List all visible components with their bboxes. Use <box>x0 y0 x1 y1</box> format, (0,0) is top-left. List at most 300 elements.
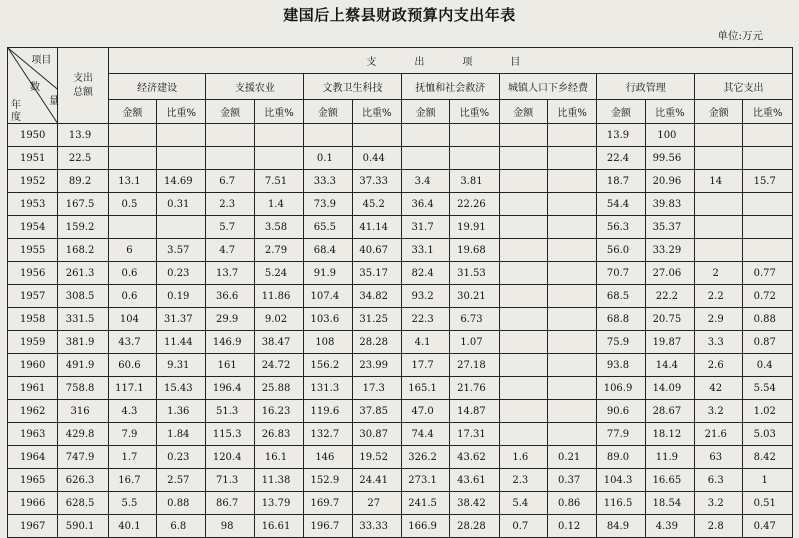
amount-cell: 326.2 <box>401 446 449 469</box>
ratio-cell: 8.42 <box>743 446 793 469</box>
ratio-cell: 0.31 <box>157 193 206 216</box>
ratio-cell: 0.88 <box>157 492 206 515</box>
amount-cell: 5.5 <box>108 492 156 515</box>
amount-cell: 17.7 <box>401 354 449 377</box>
ratio-cell: 19.91 <box>450 216 499 239</box>
amount-cell: 2.3 <box>499 469 547 492</box>
amount-cell: 84.9 <box>597 515 645 538</box>
total-header-label: 支出总额 <box>73 72 94 98</box>
ratio-cell: 15.7 <box>743 170 793 193</box>
amount-cell <box>499 423 547 446</box>
ratio-cell: 0.19 <box>157 285 206 308</box>
ratio-cell: 35.17 <box>352 262 401 285</box>
ratio-cell: 11.86 <box>254 285 303 308</box>
ratio-cell: 5.03 <box>743 423 793 446</box>
total-cell: 429.8 <box>58 423 108 446</box>
corner-year-label-a: 年 <box>11 100 21 111</box>
amount-cell: 3.3 <box>695 331 743 354</box>
ratio-cell <box>254 124 303 147</box>
amount-cell: 0.6 <box>108 285 156 308</box>
ratio-cell: 20.75 <box>645 308 694 331</box>
total-cell: 590.1 <box>58 515 108 538</box>
ratio-cell <box>547 285 596 308</box>
total-cell: 159.2 <box>58 216 108 239</box>
amount-cell: 132.7 <box>304 423 352 446</box>
amount-cell: 241.5 <box>401 492 449 515</box>
ratio-cell: 23.99 <box>352 354 401 377</box>
ratio-cell: 27.06 <box>645 262 694 285</box>
ratio-cell: 25.88 <box>254 377 303 400</box>
group-header-label: 支 出 项 目 <box>366 57 535 68</box>
amount-cell: 152.9 <box>304 469 352 492</box>
ratio-cell: 16.1 <box>254 446 303 469</box>
amount-cell: 1.7 <box>108 446 156 469</box>
ratio-cell: 2.79 <box>254 239 303 262</box>
budget-table <box>7 47 793 538</box>
ratio-cell <box>743 147 793 170</box>
amount-cell: 7.9 <box>108 423 156 446</box>
year-cell: 1963 <box>8 423 58 446</box>
ratio-cell <box>547 262 596 285</box>
amount-cell: 273.1 <box>401 469 449 492</box>
ratio-cell: 99.56 <box>645 147 694 170</box>
page-title: 建国后上蔡县财政预算内支出年表 <box>283 6 516 24</box>
amount-cell <box>401 147 449 170</box>
category-header: 行政管理 <box>597 74 695 100</box>
ratio-cell: 19.87 <box>645 331 694 354</box>
amount-cell: 106.9 <box>597 377 645 400</box>
amount-cell: 196.4 <box>206 377 254 400</box>
ratio-header: 比重% <box>157 100 206 124</box>
amount-cell: 2.2 <box>695 285 743 308</box>
amount-cell: 33.1 <box>401 239 449 262</box>
table-row <box>8 354 793 377</box>
amount-cell: 131.3 <box>304 377 352 400</box>
total-cell: 22.5 <box>58 147 108 170</box>
ratio-cell <box>743 124 793 147</box>
table-row <box>8 193 793 216</box>
ratio-cell <box>157 216 206 239</box>
year-cell: 1953 <box>8 193 58 216</box>
amount-cell: 21.6 <box>695 423 743 446</box>
ratio-cell: 40.67 <box>352 239 401 262</box>
ratio-cell: 26.83 <box>254 423 303 446</box>
year-cell: 1959 <box>8 331 58 354</box>
ratio-cell: 9.02 <box>254 308 303 331</box>
ratio-cell: 28.28 <box>450 515 499 538</box>
ratio-cell: 14.09 <box>645 377 694 400</box>
total-cell: 628.5 <box>58 492 108 515</box>
ratio-cell: 9.31 <box>157 354 206 377</box>
amount-cell: 82.4 <box>401 262 449 285</box>
ratio-cell: 3.57 <box>157 239 206 262</box>
table-row <box>8 239 793 262</box>
ratio-cell: 0.77 <box>743 262 793 285</box>
total-header <box>58 48 108 124</box>
table-row <box>8 147 793 170</box>
ratio-cell: 41.14 <box>352 216 401 239</box>
ratio-cell: 3.81 <box>450 170 499 193</box>
amount-cell <box>108 124 156 147</box>
amount-cell: 2.8 <box>695 515 743 538</box>
amount-header: 金额 <box>304 100 352 124</box>
ratio-cell: 0.23 <box>157 446 206 469</box>
ratio-cell: 0.51 <box>743 492 793 515</box>
amount-cell <box>499 147 547 170</box>
amount-cell: 42 <box>695 377 743 400</box>
amount-header: 金额 <box>499 100 547 124</box>
amount-cell <box>401 124 449 147</box>
ratio-cell: 33.29 <box>645 239 694 262</box>
amount-cell: 40.1 <box>108 515 156 538</box>
ratio-cell: 4.39 <box>645 515 694 538</box>
ratio-header: 比重% <box>450 100 499 124</box>
ratio-cell: 14.87 <box>450 400 499 423</box>
amount-cell <box>304 124 352 147</box>
amount-cell: 13.9 <box>597 124 645 147</box>
ratio-header: 比重% <box>743 100 793 124</box>
ratio-cell: 19.52 <box>352 446 401 469</box>
amount-cell: 119.6 <box>304 400 352 423</box>
amount-cell: 2.3 <box>206 193 254 216</box>
ratio-cell: 0.23 <box>157 262 206 285</box>
amount-cell: 91.9 <box>304 262 352 285</box>
amount-cell: 3.2 <box>695 400 743 423</box>
ratio-cell <box>547 147 596 170</box>
corner-item-label: 项目 <box>31 55 52 66</box>
ratio-cell: 37.33 <box>352 170 401 193</box>
amount-cell: 0.5 <box>108 193 156 216</box>
amount-cell: 6.7 <box>206 170 254 193</box>
year-cell: 1962 <box>8 400 58 423</box>
year-cell: 1964 <box>8 446 58 469</box>
amount-cell <box>499 193 547 216</box>
ratio-cell: 27 <box>352 492 401 515</box>
amount-cell <box>499 400 547 423</box>
ratio-cell: 33.33 <box>352 515 401 538</box>
amount-cell: 5.7 <box>206 216 254 239</box>
ratio-cell: 11.44 <box>157 331 206 354</box>
amount-cell: 107.4 <box>304 285 352 308</box>
ratio-cell: 0.47 <box>743 515 793 538</box>
amount-cell: 73.9 <box>304 193 352 216</box>
amount-cell <box>499 216 547 239</box>
amount-cell: 6.3 <box>695 469 743 492</box>
amount-cell: 14 <box>695 170 743 193</box>
amount-cell: 2 <box>695 262 743 285</box>
amount-cell: 86.7 <box>206 492 254 515</box>
ratio-cell: 6.73 <box>450 308 499 331</box>
amount-cell: 161 <box>206 354 254 377</box>
ratio-cell: 1.07 <box>450 331 499 354</box>
amount-cell: 18.7 <box>597 170 645 193</box>
table-row <box>8 170 793 193</box>
ratio-cell <box>547 331 596 354</box>
amount-cell <box>499 124 547 147</box>
ratio-cell <box>547 193 596 216</box>
amount-header: 金额 <box>206 100 254 124</box>
ratio-cell: 20.96 <box>645 170 694 193</box>
amount-cell: 166.9 <box>401 515 449 538</box>
amount-cell <box>695 124 743 147</box>
amount-cell: 36.6 <box>206 285 254 308</box>
amount-cell: 156.2 <box>304 354 352 377</box>
amount-cell: 75.9 <box>597 331 645 354</box>
total-cell: 261.3 <box>58 262 108 285</box>
year-cell: 1965 <box>8 469 58 492</box>
ratio-cell: 0.72 <box>743 285 793 308</box>
ratio-cell: 2.57 <box>157 469 206 492</box>
amount-cell <box>499 331 547 354</box>
ratio-cell: 28.67 <box>645 400 694 423</box>
ratio-cell: 14.4 <box>645 354 694 377</box>
ratio-header: 比重% <box>254 100 303 124</box>
amount-cell: 36.4 <box>401 193 449 216</box>
total-cell: 747.9 <box>58 446 108 469</box>
ratio-cell: 18.12 <box>645 423 694 446</box>
amount-cell <box>108 216 156 239</box>
ratio-cell: 39.83 <box>645 193 694 216</box>
ratio-cell: 30.87 <box>352 423 401 446</box>
ratio-cell: 0.37 <box>547 469 596 492</box>
ratio-cell: 3.58 <box>254 216 303 239</box>
ratio-header: 比重% <box>547 100 596 124</box>
table-row <box>8 423 793 446</box>
unit-label: 单位:万元 <box>717 30 763 42</box>
amount-cell: 71.3 <box>206 469 254 492</box>
ratio-cell: 13.79 <box>254 492 303 515</box>
amount-cell: 77.9 <box>597 423 645 446</box>
group-header <box>108 48 792 74</box>
amount-cell: 115.3 <box>206 423 254 446</box>
ratio-cell <box>547 124 596 147</box>
amount-cell: 98 <box>206 515 254 538</box>
amount-cell: 16.7 <box>108 469 156 492</box>
total-cell: 316 <box>58 400 108 423</box>
year-cell: 1954 <box>8 216 58 239</box>
amount-cell: 60.6 <box>108 354 156 377</box>
ratio-cell: 27.18 <box>450 354 499 377</box>
ratio-cell: 1.84 <box>157 423 206 446</box>
ratio-cell <box>547 239 596 262</box>
amount-cell: 103.6 <box>304 308 352 331</box>
total-cell: 491.9 <box>58 354 108 377</box>
table-row <box>8 331 793 354</box>
amount-cell <box>499 354 547 377</box>
amount-cell: 2.6 <box>695 354 743 377</box>
amount-cell <box>695 193 743 216</box>
table-row <box>8 124 793 147</box>
ratio-cell: 16.23 <box>254 400 303 423</box>
total-cell: 626.3 <box>58 469 108 492</box>
amount-cell <box>499 285 547 308</box>
amount-header: 金额 <box>401 100 449 124</box>
amount-cell: 51.3 <box>206 400 254 423</box>
amount-cell: 90.6 <box>597 400 645 423</box>
ratio-header: 比重% <box>352 100 401 124</box>
ratio-cell: 0.21 <box>547 446 596 469</box>
ratio-cell: 17.3 <box>352 377 401 400</box>
ratio-cell <box>157 124 206 147</box>
ratio-cell: 100 <box>645 124 694 147</box>
header-corner <box>8 48 58 124</box>
amount-cell: 70.7 <box>597 262 645 285</box>
amount-cell: 169.7 <box>304 492 352 515</box>
ratio-cell: 11.38 <box>254 469 303 492</box>
ratio-cell: 34.82 <box>352 285 401 308</box>
amount-cell: 146.9 <box>206 331 254 354</box>
amount-cell: 104 <box>108 308 156 331</box>
ratio-cell: 11.9 <box>645 446 694 469</box>
ratio-cell: 43.61 <box>450 469 499 492</box>
year-cell: 1961 <box>8 377 58 400</box>
amount-cell: 0.7 <box>499 515 547 538</box>
amount-cell <box>695 147 743 170</box>
ratio-header: 比重% <box>645 100 694 124</box>
amount-cell: 1.6 <box>499 446 547 469</box>
total-cell: 381.9 <box>58 331 108 354</box>
amount-cell: 2.9 <box>695 308 743 331</box>
amount-cell: 120.4 <box>206 446 254 469</box>
year-cell: 1960 <box>8 354 58 377</box>
ratio-cell: 0.4 <box>743 354 793 377</box>
year-cell: 1957 <box>8 285 58 308</box>
amount-cell: 3.2 <box>695 492 743 515</box>
amount-cell: 6 <box>108 239 156 262</box>
ratio-cell: 6.8 <box>157 515 206 538</box>
amount-cell <box>499 308 547 331</box>
total-cell: 331.5 <box>58 308 108 331</box>
ratio-cell: 5.24 <box>254 262 303 285</box>
amount-cell: 56.0 <box>597 239 645 262</box>
amount-cell: 4.7 <box>206 239 254 262</box>
ratio-cell: 43.62 <box>450 446 499 469</box>
amount-cell: 13.1 <box>108 170 156 193</box>
table-row <box>8 469 793 492</box>
ratio-cell: 24.72 <box>254 354 303 377</box>
year-cell: 1950 <box>8 124 58 147</box>
amount-cell: 0.1 <box>304 147 352 170</box>
total-cell: 168.2 <box>58 239 108 262</box>
category-header: 经济建设 <box>108 74 206 100</box>
amount-cell: 54.4 <box>597 193 645 216</box>
ratio-cell: 1.36 <box>157 400 206 423</box>
ratio-cell: 1.02 <box>743 400 793 423</box>
amount-cell: 3.4 <box>401 170 449 193</box>
amount-cell: 5.4 <box>499 492 547 515</box>
amount-cell <box>499 262 547 285</box>
ratio-cell <box>743 239 793 262</box>
ratio-cell: 37.85 <box>352 400 401 423</box>
ratio-cell: 22.2 <box>645 285 694 308</box>
year-cell: 1966 <box>8 492 58 515</box>
ratio-cell: 16.61 <box>254 515 303 538</box>
ratio-cell: 38.42 <box>450 492 499 515</box>
ratio-cell <box>743 216 793 239</box>
amount-cell <box>695 216 743 239</box>
ratio-cell: 35.37 <box>645 216 694 239</box>
amount-cell: 68.8 <box>597 308 645 331</box>
table-row <box>8 377 793 400</box>
amount-cell: 22.3 <box>401 308 449 331</box>
ratio-cell: 0.44 <box>352 147 401 170</box>
category-header: 其它支出 <box>695 74 793 100</box>
ratio-cell <box>547 354 596 377</box>
ratio-cell: 19.68 <box>450 239 499 262</box>
ratio-cell <box>254 147 303 170</box>
amount-cell: 146 <box>304 446 352 469</box>
amount-cell <box>499 239 547 262</box>
ratio-cell: 16.65 <box>645 469 694 492</box>
year-cell: 1955 <box>8 239 58 262</box>
amount-cell: 93.8 <box>597 354 645 377</box>
corner-year-label-b: 度 <box>11 112 21 123</box>
amount-cell <box>108 147 156 170</box>
amount-header: 金额 <box>108 100 156 124</box>
category-header: 抚恤和社会救济 <box>401 74 499 100</box>
table-row <box>8 308 793 331</box>
total-cell: 13.9 <box>58 124 108 147</box>
ratio-cell: 28.28 <box>352 331 401 354</box>
table-row <box>8 492 793 515</box>
ratio-cell: 24.41 <box>352 469 401 492</box>
table-row <box>8 446 793 469</box>
amount-cell: 56.3 <box>597 216 645 239</box>
total-cell: 758.8 <box>58 377 108 400</box>
ratio-cell: 22.26 <box>450 193 499 216</box>
category-header: 城镇人口下乡经费 <box>499 74 597 100</box>
amount-cell: 93.2 <box>401 285 449 308</box>
ratio-cell: 0.88 <box>743 308 793 331</box>
ratio-cell <box>450 147 499 170</box>
amount-cell: 47.0 <box>401 400 449 423</box>
ratio-cell: 5.54 <box>743 377 793 400</box>
amount-cell: 89.0 <box>597 446 645 469</box>
ratio-cell: 45.2 <box>352 193 401 216</box>
corner-quantity-label-b: 量 <box>49 96 59 107</box>
amount-cell: 29.9 <box>206 308 254 331</box>
amount-header: 金额 <box>597 100 645 124</box>
ratio-cell <box>547 400 596 423</box>
table-row <box>8 262 793 285</box>
ratio-cell: 1.4 <box>254 193 303 216</box>
ratio-cell: 1 <box>743 469 793 492</box>
ratio-cell <box>450 124 499 147</box>
year-cell: 1956 <box>8 262 58 285</box>
amount-cell: 4.3 <box>108 400 156 423</box>
amount-cell: 43.7 <box>108 331 156 354</box>
table-row <box>8 400 793 423</box>
amount-cell <box>206 147 254 170</box>
amount-cell: 104.3 <box>597 469 645 492</box>
corner-quantity-label-a: 数 <box>30 82 40 93</box>
amount-cell <box>695 239 743 262</box>
year-cell: 1951 <box>8 147 58 170</box>
total-cell: 89.2 <box>58 170 108 193</box>
category-header: 支援农业 <box>206 74 304 100</box>
amount-cell: 68.5 <box>597 285 645 308</box>
amount-header: 金额 <box>695 100 743 124</box>
ratio-cell <box>547 216 596 239</box>
ratio-cell: 14.69 <box>157 170 206 193</box>
ratio-cell <box>547 308 596 331</box>
table-row <box>8 515 793 538</box>
amount-cell: 65.5 <box>304 216 352 239</box>
amount-cell: 31.7 <box>401 216 449 239</box>
total-cell: 308.5 <box>58 285 108 308</box>
ratio-cell: 18.54 <box>645 492 694 515</box>
ratio-cell: 31.37 <box>157 308 206 331</box>
